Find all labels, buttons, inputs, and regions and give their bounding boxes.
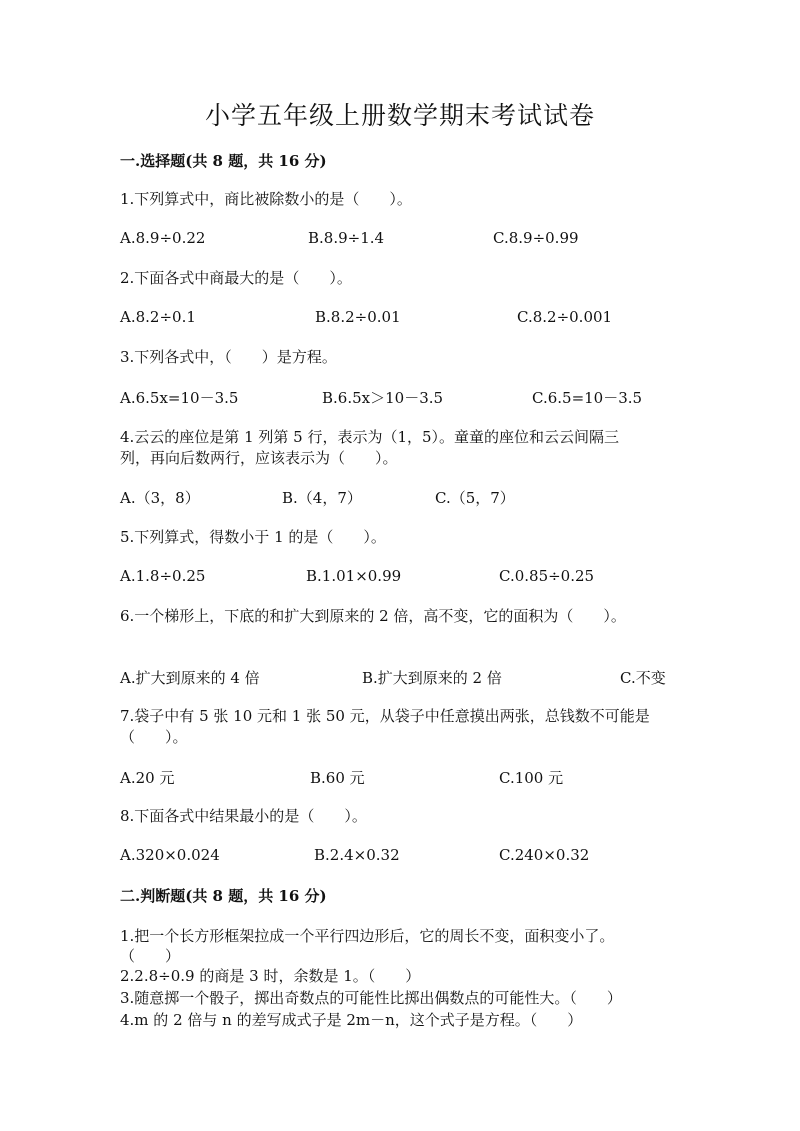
question-7-stem-line-2: （ ）。	[120, 728, 188, 746]
question-4-option-a[interactable]: A.（3，8）	[120, 489, 200, 507]
question-5-stem: 5.下列算式，得数小于 1 的是（ ）。	[120, 528, 386, 546]
question-8-option-a[interactable]: A.320×0.024	[120, 846, 220, 864]
question-3-option-c[interactable]: C.6.5=10－3.5	[532, 389, 643, 407]
question-6-stem: 6.一个梯形上，下底的和扩大到原来的 2 倍，高不变，它的面积为（ ）。	[120, 607, 626, 625]
judgement-1-line-1: 1.把一个长方形框架拉成一个平行四边形后，它的周长不变，面积变小了。	[120, 927, 615, 945]
section-heading-choice: 一.选择题(共 8 题，共 16 分)	[120, 152, 327, 170]
question-5-option-c[interactable]: C.0.85÷0.25	[499, 567, 595, 585]
question-1-option-c[interactable]: C.8.9÷0.99	[493, 229, 579, 247]
judgement-3: 3.随意掷一个骰子，掷出奇数点的可能性比掷出偶数点的可能性大。（ ）	[120, 989, 622, 1007]
question-8-option-c[interactable]: C.240×0.32	[499, 846, 590, 864]
question-2-option-c[interactable]: C.8.2÷0.001	[517, 308, 613, 326]
question-1-stem: 1.下列算式中，商比被除数小的是（ ）。	[120, 190, 412, 208]
question-4-option-c[interactable]: C.（5，7）	[435, 489, 515, 507]
question-6-option-c[interactable]: C.不变	[620, 669, 666, 687]
question-6-option-b[interactable]: B.扩大到原来的 2 倍	[362, 669, 502, 687]
question-7-option-a[interactable]: A.20 元	[120, 769, 175, 787]
question-1-option-a[interactable]: A.8.9÷0.22	[120, 229, 206, 247]
question-3-option-b[interactable]: B.6.5x＞10－3.5	[322, 389, 444, 407]
question-2-stem: 2.下面各式中商最大的是（ ）。	[120, 269, 352, 287]
question-4-option-b[interactable]: B.（4，7）	[282, 489, 362, 507]
question-6-option-a[interactable]: A.扩大到原来的 4 倍	[120, 669, 260, 687]
question-7-option-c[interactable]: C.100 元	[499, 769, 564, 787]
question-3-option-a[interactable]: A.6.5x=10－3.5	[120, 389, 239, 407]
question-4-stem-line-2: 列，再向后数两行，应该表示为（ ）。	[120, 449, 398, 467]
question-5-option-b[interactable]: B.1.01×0.99	[306, 567, 402, 585]
page-title: 小学五年级上册数学期末考试试卷	[204, 101, 595, 130]
judgement-4: 4.m 的 2 倍与 n 的差写成式子是 2m－n，这个式子是方程。（ ）	[120, 1011, 583, 1029]
question-7-option-b[interactable]: B.60 元	[310, 769, 365, 787]
question-7-stem-line-1: 7.袋子中有 5 张 10 元和 1 张 50 元，从袋子中任意摸出两张，总钱数不可能是	[120, 707, 650, 725]
question-2-option-b[interactable]: B.8.2÷0.01	[315, 308, 401, 326]
question-1-option-b[interactable]: B.8.9÷1.4	[308, 229, 385, 247]
judgement-1-line-2[interactable]: （ ）	[120, 947, 181, 965]
question-3-stem: 3.下列各式中，（ ）是方程。	[120, 348, 337, 366]
question-2-option-a[interactable]: A.8.2÷0.1	[120, 308, 196, 326]
section-heading-judgement: 二.判断题(共 8 题，共 16 分)	[120, 887, 327, 905]
question-5-option-a[interactable]: A.1.8÷0.25	[120, 567, 206, 585]
judgement-2: 2.2.8÷0.9 的商是 3 时，余数是 1。（ ）	[120, 967, 421, 985]
question-4-stem-line-1: 4.云云的座位是第 1 列第 5 行，表示为（1，5）。童童的座位和云云间隔三	[120, 428, 620, 446]
question-8-stem: 8.下面各式中结果最小的是（ ）。	[120, 807, 367, 825]
question-8-option-b[interactable]: B.2.4×0.32	[314, 846, 400, 864]
